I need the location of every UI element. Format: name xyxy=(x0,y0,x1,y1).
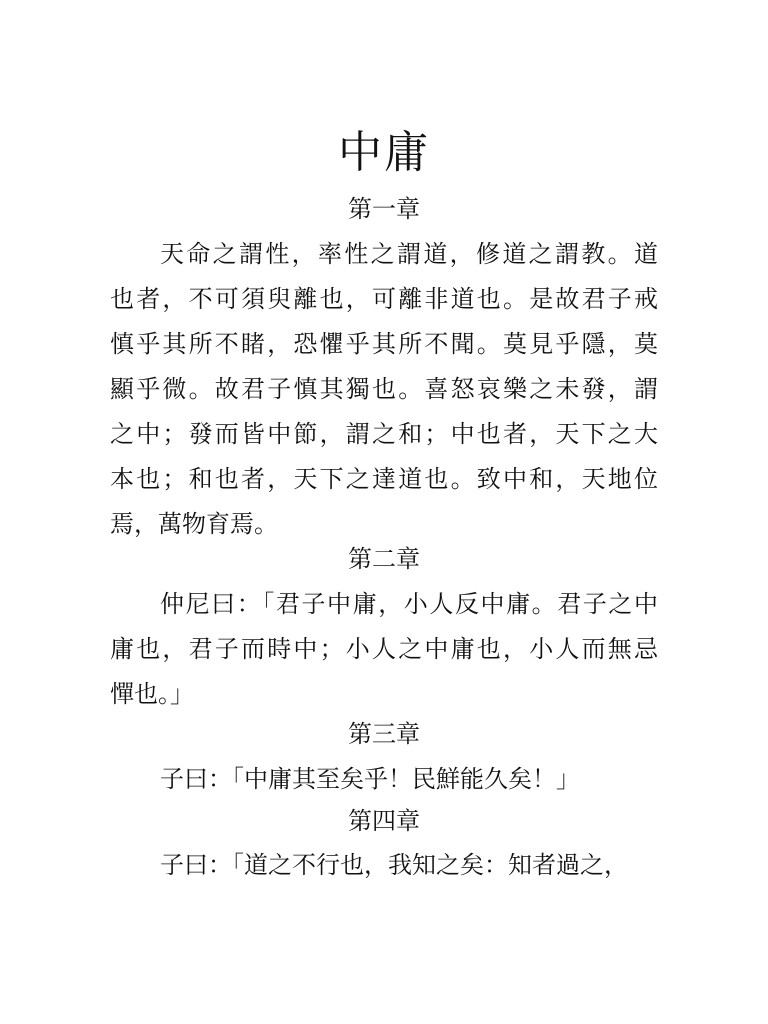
paragraph-line: 焉，萬物育焉。 xyxy=(110,510,278,538)
paragraph-line: 天命之謂性，率性之謂道，修道之謂教。道 xyxy=(160,240,658,268)
paragraph-line: 慎乎其所不睹，恐懼乎其所不聞。莫見乎隱，莫 xyxy=(110,330,658,358)
paragraph-line: 庸也，君子而時中；小人之中庸也，小人而無忌 xyxy=(110,635,658,663)
page-title: 中庸 xyxy=(338,127,430,178)
paragraph-line: 顯乎微。故君子慎其獨也。喜怒哀樂之未發，謂 xyxy=(110,375,658,403)
chapter-heading: 第三章 xyxy=(348,720,420,748)
chapter-heading: 第二章 xyxy=(348,545,420,573)
paragraph-line: 子曰：「中庸其至矣乎！民鮮能久矣！」 xyxy=(160,765,580,793)
paragraph-line: 憚也。」 xyxy=(110,680,194,708)
chapter-heading: 第一章 xyxy=(348,195,420,223)
paragraph-line: 也者，不可須臾離也，可離非道也。是故君子戒 xyxy=(110,285,658,313)
paragraph-line: 之中；發而皆中節，謂之和；中也者，天下之大 xyxy=(110,420,658,448)
paragraph-line: 子曰：「道之不行也，我知之矣：知者過之， xyxy=(160,851,628,879)
paragraph-line: 仲尼曰：「君子中庸，小人反中庸。君子之中 xyxy=(160,590,658,618)
chapter-heading: 第四章 xyxy=(348,807,420,835)
paragraph-line: 本也；和也者，天下之達道也。致中和，天地位 xyxy=(110,465,658,493)
